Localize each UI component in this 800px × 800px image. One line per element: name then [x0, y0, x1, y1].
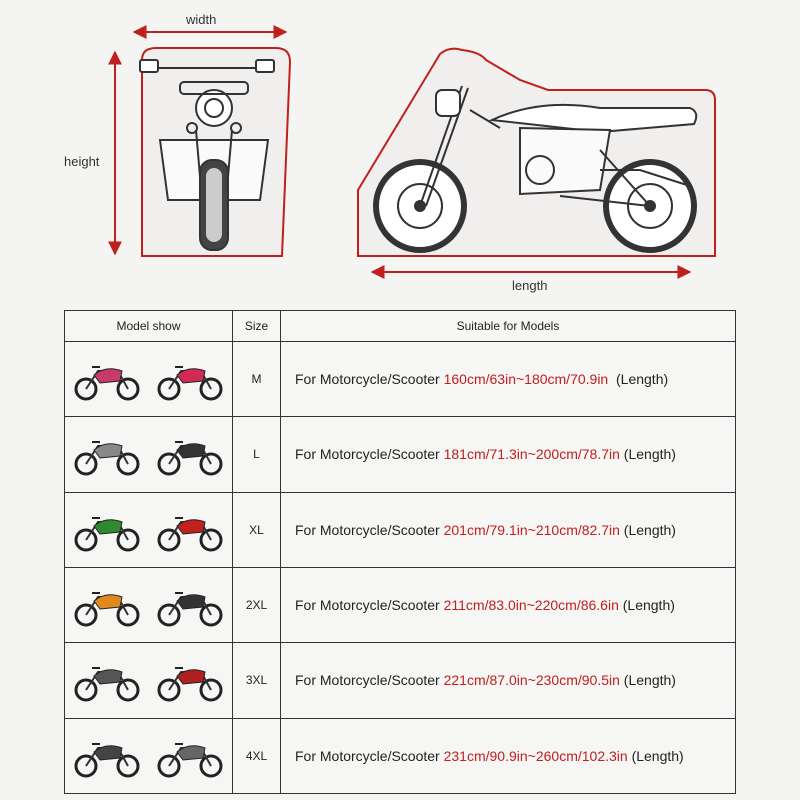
model-show-cell [65, 342, 233, 417]
model-show-cell [65, 417, 233, 492]
suitable-models-cell [281, 417, 736, 492]
header-suitable: Suitable for Models [281, 311, 736, 342]
models-prefix: For Motorcycle/Scooter [295, 446, 444, 463]
size-cell: L [233, 417, 281, 492]
models-suffix: (Length) [618, 597, 675, 614]
length-label: length [512, 278, 548, 293]
header-size: Size [233, 311, 281, 342]
diagram-svg [0, 0, 800, 300]
length-range: 160cm/63in~180cm/70.9in [443, 371, 609, 388]
suitable-models-cell [281, 567, 736, 642]
table-header-row [65, 311, 736, 342]
size-cell: 3XL [233, 643, 281, 718]
dirt-bike-icon [72, 583, 142, 627]
table-row [65, 718, 736, 793]
table-row [65, 643, 736, 718]
bicycle-icon [72, 357, 142, 401]
table-row [65, 342, 736, 417]
suitable-models-cell [281, 718, 736, 793]
length-range: 201cm/79.1in~210cm/82.7in [443, 521, 620, 538]
models-prefix: For Motorcycle/Scooter [295, 371, 444, 388]
size-cell: M [233, 342, 281, 417]
size-cell: 2XL [233, 567, 281, 642]
dimension-diagram [0, 0, 800, 300]
models-prefix: For Motorcycle/Scooter [295, 747, 444, 764]
width-label: width [186, 12, 217, 27]
touring-bike-icon [155, 658, 225, 702]
size-cell: 4XL [233, 718, 281, 793]
models-prefix: For Motorcycle/Scooter [295, 597, 444, 614]
model-show-cell [65, 718, 233, 793]
models-prefix: For Motorcycle/Scooter [295, 521, 444, 538]
suitable-models-cell [281, 492, 736, 567]
scooter-icon [155, 357, 225, 401]
model-show-cell [65, 567, 233, 642]
height-label: height [64, 154, 100, 169]
suitable-models-cell [281, 643, 736, 718]
length-range: 231cm/90.9in~260cm/102.3in [443, 747, 628, 764]
underbone-motorcycle-icon [72, 432, 142, 476]
sport-bike-icon [72, 508, 142, 552]
cruiser-bike-icon [72, 734, 142, 778]
touring-bike-icon [155, 734, 225, 778]
model-show-cell [65, 643, 233, 718]
table-row [65, 417, 736, 492]
length-range: 221cm/87.0in~230cm/90.5in [443, 672, 620, 689]
length-range: 181cm/71.3in~200cm/78.7in [443, 446, 620, 463]
length-range: 211cm/83.0in~220cm/86.6in [443, 597, 619, 614]
model-show-cell [65, 492, 233, 567]
models-suffix: (Length) [619, 672, 676, 689]
scooter-icon [155, 432, 225, 476]
models-suffix: (Length) [608, 371, 669, 388]
models-suffix: (Length) [619, 521, 676, 538]
naked-bike-icon [155, 583, 225, 627]
table-row [65, 492, 736, 567]
touring-bike-icon [72, 658, 142, 702]
suitable-models-cell [281, 342, 736, 417]
table-row [65, 567, 736, 642]
header-model-show: Model show [65, 311, 233, 342]
size-cell: XL [233, 492, 281, 567]
models-suffix: (Length) [619, 446, 676, 463]
models-suffix: (Length) [627, 747, 684, 764]
models-prefix: For Motorcycle/Scooter [295, 672, 444, 689]
sport-bike-icon [155, 508, 225, 552]
size-chart-table [64, 310, 736, 794]
